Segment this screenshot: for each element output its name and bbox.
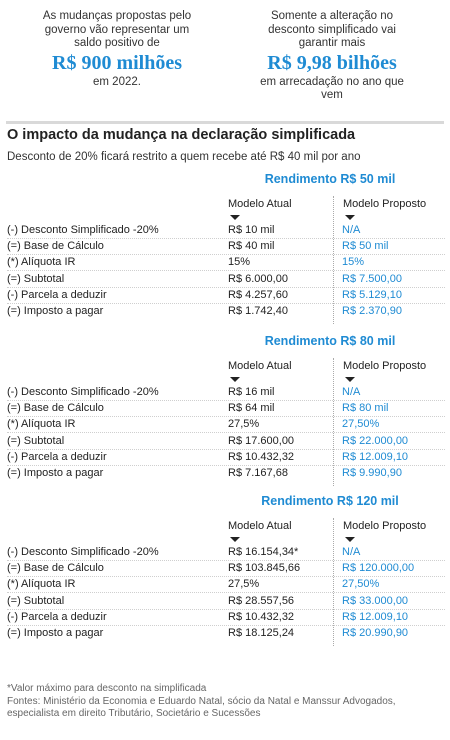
value-proposto: R$ 2.370,90 bbox=[342, 305, 402, 317]
row-label: (=) Imposto a pagar bbox=[7, 627, 104, 639]
caret-down-icon bbox=[230, 215, 240, 220]
row-label: (=) Subtotal bbox=[7, 434, 65, 447]
caret-down-icon bbox=[230, 377, 240, 382]
row-label: (-) Desconto Simplificado -20% bbox=[7, 224, 159, 236]
caret-down-icon bbox=[345, 537, 355, 542]
value-proposto: N/A bbox=[342, 546, 361, 558]
table-row bbox=[0, 625, 450, 641]
value-atual: R$ 16 mil bbox=[228, 386, 275, 398]
row-label: (-) Parcela a deduzir bbox=[7, 610, 107, 623]
value-proposto: R$ 80 mil bbox=[342, 402, 389, 415]
value-atual: 15% bbox=[228, 256, 251, 269]
value-atual: R$ 7.167,68 bbox=[228, 467, 288, 479]
value-atual: R$ 17.600,00 bbox=[228, 434, 295, 447]
value-proposto: 27,50% bbox=[342, 418, 380, 431]
stat-saldo-value: R$ 900 milhões bbox=[52, 51, 182, 74]
row-label: (*) Alíquota IR bbox=[7, 578, 76, 591]
caret-down-icon bbox=[345, 215, 355, 220]
column-header-proposto: Modelo Proposto bbox=[343, 520, 427, 532]
table-row bbox=[0, 593, 450, 609]
column-header-proposto: Modelo Proposto bbox=[343, 360, 427, 372]
caret-down-icon bbox=[230, 537, 240, 542]
value-proposto: R$ 20.990,90 bbox=[342, 627, 409, 639]
table-row bbox=[0, 384, 450, 400]
value-atual: 27,5% bbox=[228, 578, 260, 591]
block-title: Rendimento R$ 80 mil bbox=[264, 334, 396, 348]
value-atual: R$ 4.257,60 bbox=[228, 288, 288, 301]
table-row bbox=[0, 433, 450, 449]
value-atual: R$ 40 mil bbox=[228, 240, 275, 253]
table-row bbox=[0, 303, 450, 319]
value-atual: R$ 10.432,32 bbox=[228, 610, 295, 623]
page-title: O impacto da mudança na declaração simplificada bbox=[7, 127, 356, 143]
value-atual: R$ 6.000,00 bbox=[228, 272, 288, 285]
table-row bbox=[0, 287, 450, 303]
value-atual: R$ 16.154,34* bbox=[228, 546, 299, 558]
row-label: (-) Parcela a deduzir bbox=[7, 288, 107, 301]
footnote-sources: Fontes: Ministério da Economia e Eduardo Natal, sócio da Natal e Manssur Advogados, especialista em direito Tributário, Societário e Sucessões bbox=[7, 695, 396, 719]
table-row bbox=[0, 560, 450, 576]
table-row bbox=[0, 416, 450, 432]
value-atual: R$ 10.432,32 bbox=[228, 450, 295, 463]
caret-down-icon bbox=[345, 377, 355, 382]
table-row bbox=[0, 254, 450, 270]
header-stats bbox=[0, 10, 450, 120]
block-title: Rendimento R$ 50 mil bbox=[264, 172, 396, 186]
row-label: (=) Imposto a pagar bbox=[7, 305, 104, 317]
row-label: (=) Base de Cálculo bbox=[7, 240, 104, 253]
section-divider bbox=[6, 121, 444, 124]
value-atual: R$ 18.125,24 bbox=[228, 627, 295, 639]
footnote-note: *Valor máximo para desconto na simplificada bbox=[7, 683, 207, 694]
stat-saldo-caption: em 2022. bbox=[93, 75, 141, 88]
page-subtitle: Desconto de 20% ficará restrito a quem recebe até R$ 40 mil por ano bbox=[7, 151, 361, 163]
value-proposto: R$ 5.129,10 bbox=[342, 288, 402, 301]
value-proposto: R$ 33.000,00 bbox=[342, 594, 409, 607]
stat-arrecadacao-value: R$ 9,98 bilhões bbox=[267, 51, 397, 74]
value-proposto: R$ 9.990,90 bbox=[342, 467, 402, 479]
value-proposto: R$ 12.009,10 bbox=[342, 610, 409, 623]
table-row bbox=[0, 576, 450, 592]
table-row bbox=[0, 400, 450, 416]
value-proposto: 15% bbox=[342, 256, 365, 269]
stat-arrecadacao-caption: em arrecadação no ano que vem bbox=[260, 75, 404, 101]
value-atual: R$ 28.557,56 bbox=[228, 594, 295, 607]
value-proposto: N/A bbox=[342, 224, 361, 236]
table-row bbox=[0, 609, 450, 625]
stat-arrecadacao-text: Somente a alteração no desconto simplificado vai garantir mais bbox=[268, 10, 396, 49]
row-label: (=) Subtotal bbox=[7, 594, 65, 607]
value-proposto: 27,50% bbox=[342, 578, 380, 591]
row-label: (=) Imposto a pagar bbox=[7, 467, 104, 479]
table-row bbox=[0, 271, 450, 287]
column-header-atual: Modelo Atual bbox=[228, 360, 292, 372]
table-row bbox=[0, 465, 450, 481]
table-row bbox=[0, 222, 450, 238]
table-row bbox=[0, 544, 450, 560]
value-atual: R$ 64 mil bbox=[228, 402, 275, 415]
stat-saldo-text: As mudanças propostas pelo governo vão representar um saldo positivo de bbox=[42, 10, 192, 49]
value-proposto: R$ 12.009,10 bbox=[342, 450, 409, 463]
value-atual: R$ 10 mil bbox=[228, 224, 275, 236]
stat-saldo bbox=[32, 10, 202, 89]
value-proposto: R$ 7.500,00 bbox=[342, 272, 402, 285]
row-label: (*) Alíquota IR bbox=[7, 418, 76, 431]
row-label: (-) Desconto Simplificado -20% bbox=[7, 386, 159, 398]
block-title: Rendimento R$ 120 mil bbox=[261, 494, 399, 508]
value-atual: R$ 1.742,40 bbox=[228, 305, 288, 317]
value-proposto: R$ 120.000,00 bbox=[342, 562, 415, 575]
value-proposto: R$ 22.000,00 bbox=[342, 434, 409, 447]
column-header-atual: Modelo Atual bbox=[228, 520, 292, 532]
table-row bbox=[0, 238, 450, 254]
value-proposto: R$ 50 mil bbox=[342, 240, 389, 253]
column-header-proposto: Modelo Proposto bbox=[343, 198, 427, 210]
row-label: (*) Alíquota IR bbox=[7, 256, 76, 269]
value-proposto: N/A bbox=[342, 386, 361, 398]
table-row bbox=[0, 449, 450, 465]
row-label: (-) Desconto Simplificado -20% bbox=[7, 546, 159, 558]
stat-arrecadacao bbox=[248, 10, 416, 103]
row-label: (=) Base de Cálculo bbox=[7, 402, 104, 415]
row-label: (-) Parcela a deduzir bbox=[7, 450, 107, 463]
column-header-atual: Modelo Atual bbox=[228, 198, 292, 210]
footnote bbox=[7, 683, 437, 721]
row-label: (=) Subtotal bbox=[7, 272, 65, 285]
value-atual: R$ 103.845,66 bbox=[228, 562, 301, 575]
value-atual: 27,5% bbox=[228, 418, 260, 431]
row-label: (=) Base de Cálculo bbox=[7, 562, 104, 575]
